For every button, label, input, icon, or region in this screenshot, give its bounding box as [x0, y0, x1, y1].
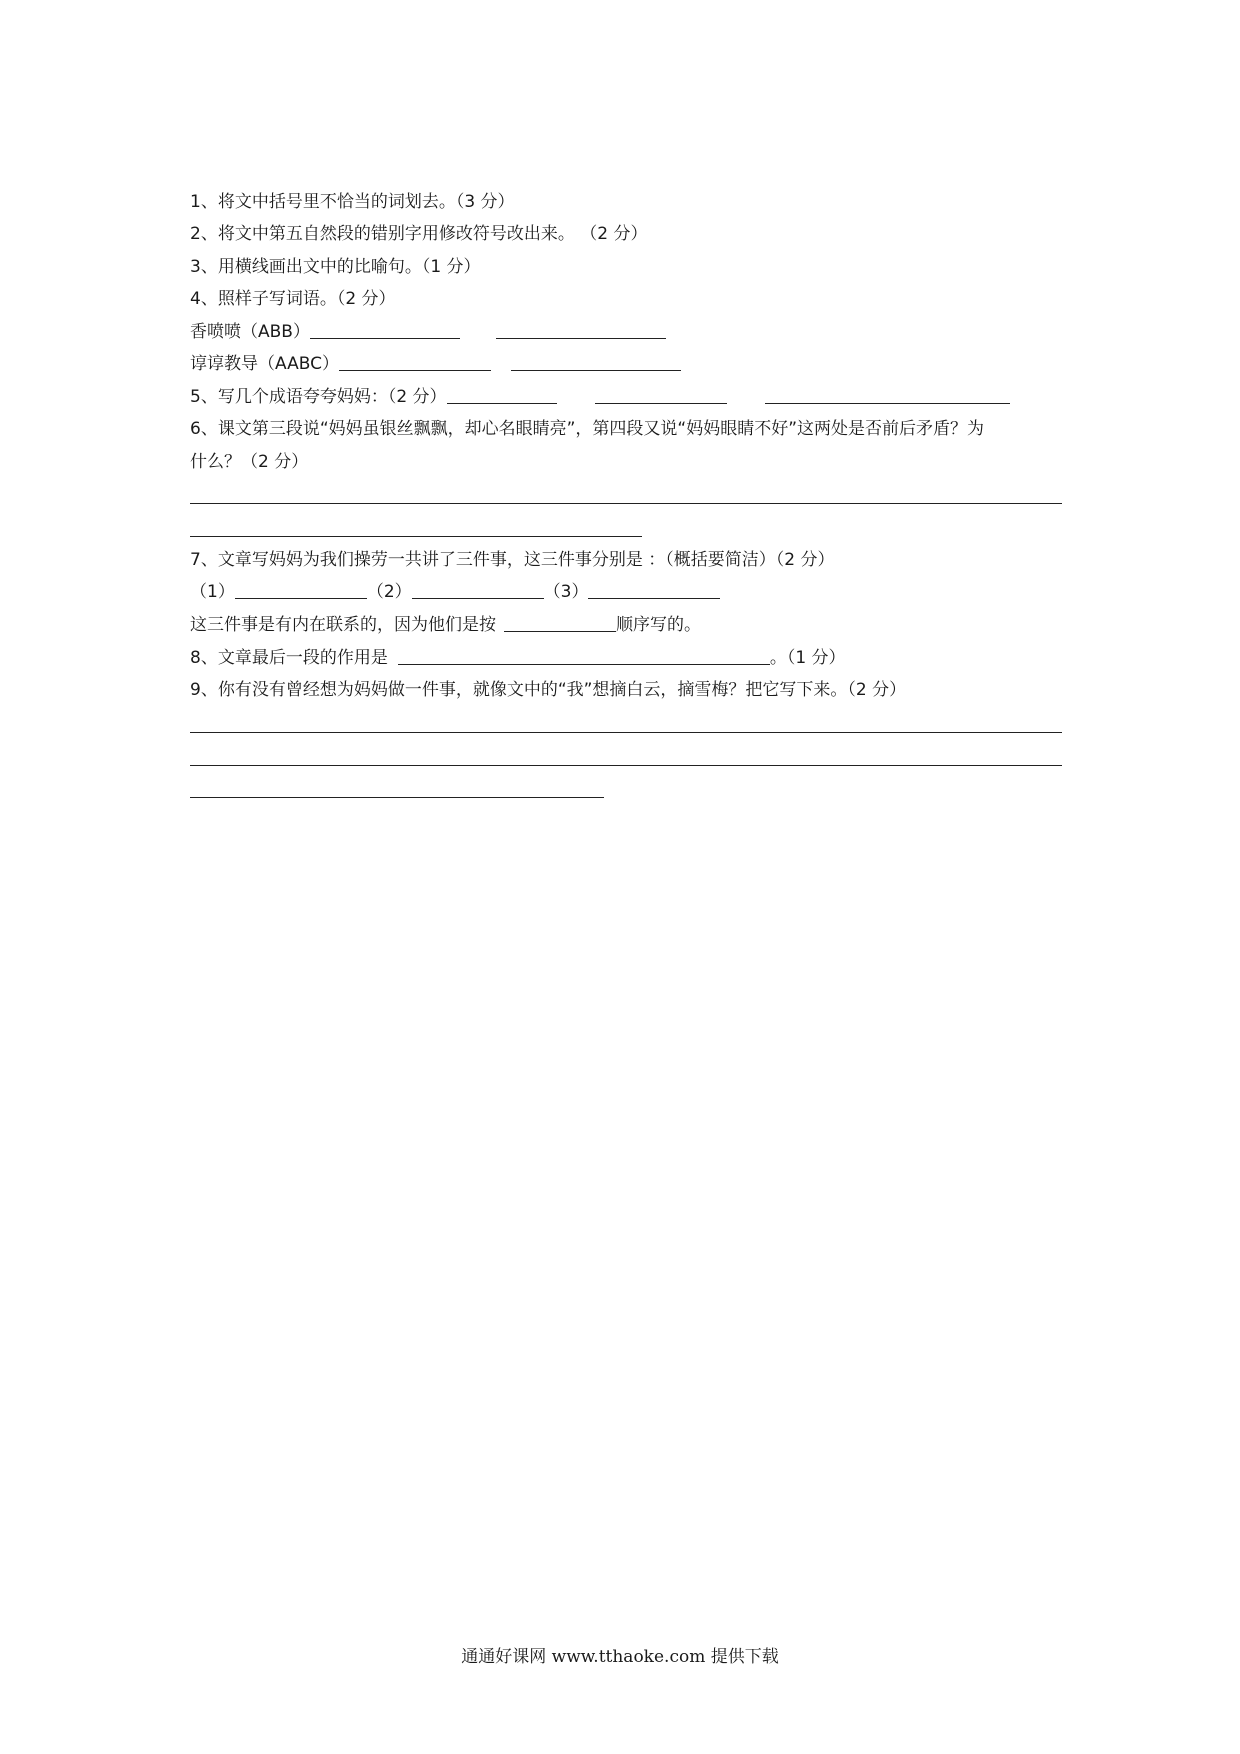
question-8-row	[190, 648, 846, 668]
question-9: 9、你有没有曾经想为妈妈做一件事，就像文中的“我”想摘白云，摘雪梅？把它写下来。（2 分）	[190, 680, 907, 700]
answer-blank[interactable]	[412, 582, 544, 599]
answer-line[interactable]	[190, 765, 1062, 766]
answer-blank[interactable]	[504, 615, 616, 632]
answer-blank[interactable]	[235, 582, 367, 599]
answer-blank[interactable]	[447, 387, 557, 404]
question-7-item-2: （2）	[366, 582, 412, 602]
question-7b-row	[190, 615, 701, 635]
answer-line[interactable]	[190, 732, 1062, 733]
question-4: 4、照样子写词语。（2 分）	[190, 289, 396, 309]
question-7-items-row	[190, 582, 720, 602]
answer-blank[interactable]	[310, 322, 460, 339]
question-4b-row	[190, 354, 681, 374]
question-8-suffix: 。（1 分）	[769, 648, 846, 668]
question-8-prefix: 8、文章最后一段的作用是	[190, 648, 388, 668]
answer-line[interactable]	[190, 503, 1062, 504]
footer-credit: 通通好课网 www.tthaoke.com 提供下载	[461, 1647, 779, 1667]
question-6-line2: 什么？（2 分）	[190, 452, 309, 472]
answer-blank[interactable]	[595, 387, 727, 404]
question-7b-prefix: 这三件事是有内在联系的，因为他们是按	[190, 615, 496, 635]
answer-blank[interactable]	[765, 387, 1010, 404]
question-7b-suffix: 顺序写的。	[616, 615, 701, 635]
answer-blank[interactable]	[511, 354, 681, 371]
question-1: 1、将文中括号里不恰当的词划去。（3 分）	[190, 192, 515, 212]
answer-line[interactable]	[190, 797, 604, 798]
answer-blank[interactable]	[339, 354, 491, 371]
question-7: 7、文章写妈妈为我们操劳一共讲了三件事，这三件事分别是 ：（概括要简洁）（2 分）	[190, 550, 835, 570]
question-3: 3、用横线画出文中的比喻句。（1 分）	[190, 257, 481, 277]
question-4a-row	[190, 322, 666, 342]
answer-blank[interactable]	[398, 648, 770, 665]
question-7-item-1: （1）	[190, 582, 235, 602]
question-4a-label: 香喷喷（ABB）	[190, 322, 310, 342]
question-6-line1: 6、课文第三段说“妈妈虽银丝飘飘，却心名眼睛亮”，第四段又说“妈妈眼睛不好”这两处是否前后矛盾？为	[190, 419, 985, 439]
question-5-label: 5、写几个成语夸夸妈妈：（2 分）	[190, 387, 447, 407]
question-4b-label: 谆谆教导（AABC）	[190, 354, 339, 374]
question-2: 2、将文中第五自然段的错别字用修改符号改出来。 （2 分）	[190, 224, 648, 244]
answer-line[interactable]	[190, 536, 642, 537]
answer-blank[interactable]	[588, 582, 720, 599]
answer-blank[interactable]	[496, 322, 666, 339]
question-5-row	[190, 387, 1010, 407]
question-7-item-3: （3）	[543, 582, 589, 602]
